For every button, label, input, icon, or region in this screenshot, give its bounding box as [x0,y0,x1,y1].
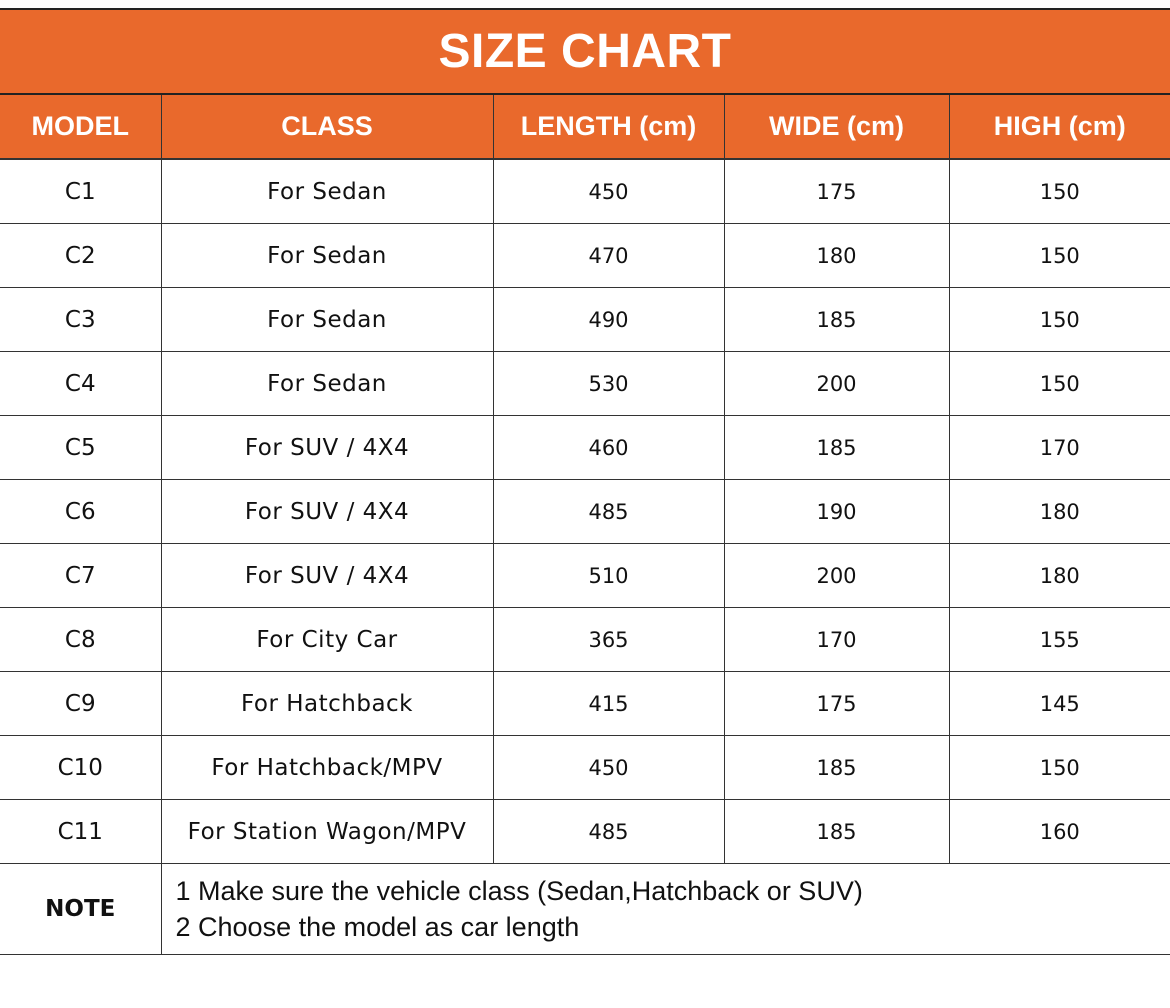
model-cell: C1 [0,159,161,224]
note-line-1: 1 Make sure the vehicle class (Sedan,Hatchback or SUV) [175,876,863,906]
header-length: LENGTH (cm) [493,95,724,159]
length-cell: 490 [493,288,724,352]
wide-cell: 180 [724,224,949,288]
size-chart [0,8,1170,955]
header-model: MODEL [0,95,161,159]
note-row [0,864,1170,955]
table-row [0,159,1170,224]
length-cell: 485 [493,480,724,544]
wide-cell: 200 [724,544,949,608]
length-cell: 460 [493,416,724,480]
table-row [0,416,1170,480]
wide-cell: 175 [724,672,949,736]
class-cell: For Station Wagon/MPV [161,800,493,864]
header-high: HIGH (cm) [949,95,1170,159]
high-cell: 150 [949,159,1170,224]
length-cell: 510 [493,544,724,608]
length-cell: 415 [493,672,724,736]
high-cell: 150 [949,352,1170,416]
wide-cell: 200 [724,352,949,416]
high-cell: 150 [949,288,1170,352]
length-cell: 470 [493,224,724,288]
table-row [0,544,1170,608]
table-row [0,800,1170,864]
wide-cell: 185 [724,800,949,864]
class-cell: For Hatchback/MPV [161,736,493,800]
title-bar [0,8,1170,95]
header-row [0,95,1170,159]
note-line-2: 2 Choose the model as car length [175,912,580,942]
class-cell: For SUV / 4X4 [161,480,493,544]
note-label: NOTE [0,864,161,955]
high-cell: 150 [949,224,1170,288]
model-cell: C11 [0,800,161,864]
table-row [0,736,1170,800]
length-cell: 530 [493,352,724,416]
wide-cell: 190 [724,480,949,544]
class-cell: For Sedan [161,288,493,352]
model-cell: C4 [0,352,161,416]
length-cell: 450 [493,736,724,800]
high-cell: 145 [949,672,1170,736]
wide-cell: 185 [724,736,949,800]
length-cell: 450 [493,159,724,224]
table-row [0,224,1170,288]
class-cell: For Sedan [161,224,493,288]
model-cell: C2 [0,224,161,288]
model-cell: C7 [0,544,161,608]
high-cell: 155 [949,608,1170,672]
header-wide: WIDE (cm) [724,95,949,159]
model-cell: C8 [0,608,161,672]
high-cell: 180 [949,544,1170,608]
table-row [0,608,1170,672]
table-row [0,480,1170,544]
class-cell: For City Car [161,608,493,672]
table-row [0,288,1170,352]
table-row [0,672,1170,736]
wide-cell: 185 [724,416,949,480]
model-cell: C9 [0,672,161,736]
class-cell: For Sedan [161,352,493,416]
wide-cell: 170 [724,608,949,672]
header-class: CLASS [161,95,493,159]
class-cell: For Sedan [161,159,493,224]
high-cell: 150 [949,736,1170,800]
class-cell: For SUV / 4X4 [161,416,493,480]
high-cell: 180 [949,480,1170,544]
length-cell: 485 [493,800,724,864]
table-row [0,352,1170,416]
high-cell: 170 [949,416,1170,480]
class-cell: For SUV / 4X4 [161,544,493,608]
model-cell: C5 [0,416,161,480]
chart-title: SIZE CHART [438,25,732,78]
high-cell: 160 [949,800,1170,864]
class-cell: For Hatchback [161,672,493,736]
model-cell: C3 [0,288,161,352]
size-table [0,95,1170,955]
note-text [161,864,1170,955]
model-cell: C10 [0,736,161,800]
wide-cell: 175 [724,159,949,224]
length-cell: 365 [493,608,724,672]
wide-cell: 185 [724,288,949,352]
model-cell: C6 [0,480,161,544]
